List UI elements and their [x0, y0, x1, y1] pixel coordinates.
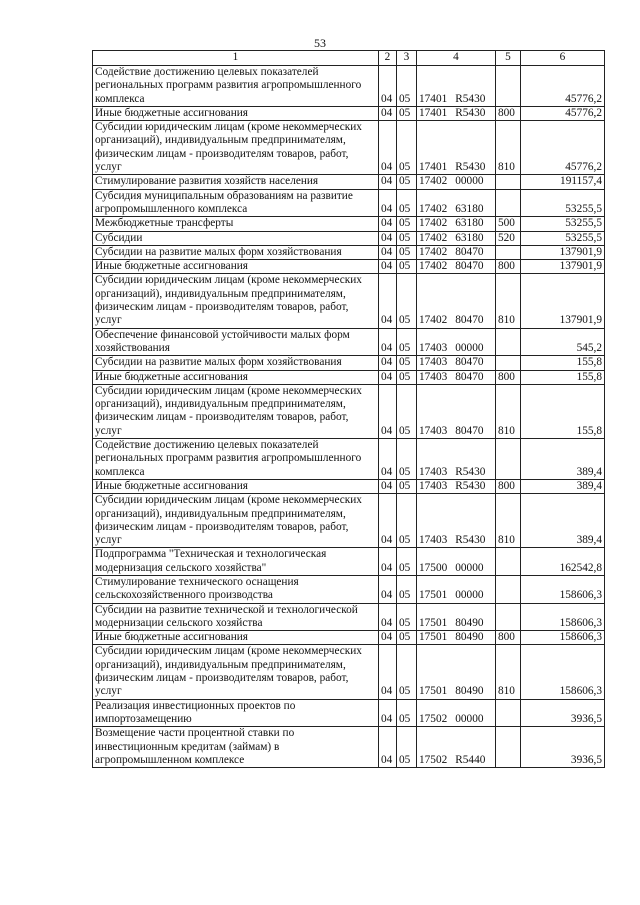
target-article-code-a: 17402: [419, 175, 448, 188]
target-article-code-b: R5440: [455, 753, 486, 766]
target-article-cell: [417, 66, 496, 107]
target-article-cell: [417, 384, 496, 438]
row-name-cell: Межбюджетные трансферты: [93, 217, 379, 231]
row-name-cell: Иные бюджетные ассигнования: [93, 260, 379, 274]
row-name-cell: Субсидии юридическим лицам (кроме некоммерческих организаций), индивидуальным предпринимателям, физическим лицам - производителям товаров, работ, услуг: [93, 121, 379, 175]
row-name-cell: Иные бюджетные ассигнования: [93, 106, 379, 120]
section-code-cell: 04: [379, 727, 397, 768]
row-name-cell: Субсидии юридическим лицам (кроме некоммерческих организаций), индивидуальным предпринимателям, физическим лицам - производителям товаров, работ, услуг: [93, 384, 379, 438]
target-article-code-a: 17501: [419, 616, 448, 629]
expense-type-cell: 800: [496, 106, 521, 120]
target-article-code-b: 63180: [455, 217, 484, 230]
expense-type-cell: 810: [496, 274, 521, 328]
subsection-code-cell: 05: [397, 494, 417, 548]
target-article-cell: [417, 175, 496, 189]
amount-cell: 158606,3: [521, 645, 605, 699]
amount-cell: 53255,5: [521, 189, 605, 217]
subsection-code-cell: 05: [397, 575, 417, 603]
subsection-code-cell: 05: [397, 274, 417, 328]
subsection-code-cell: 05: [397, 260, 417, 274]
subsection-code-cell: 05: [397, 356, 417, 370]
target-article-code-a: 17403: [419, 356, 448, 369]
amount-cell: 137901,9: [521, 260, 605, 274]
target-article-code-b: 80490: [455, 685, 484, 698]
column-header: 3: [397, 51, 417, 66]
row-name-cell: Реализация инвестиционных проектов по импортозамещению: [93, 699, 379, 727]
row-name-cell: Субсидии: [93, 231, 379, 245]
target-article-cell: [417, 231, 496, 245]
subsection-code-cell: 05: [397, 175, 417, 189]
target-article-cell: [417, 727, 496, 768]
expense-type-cell: [496, 548, 521, 576]
section-code-cell: 04: [379, 121, 397, 175]
target-article-cell: [417, 189, 496, 217]
amount-cell: 3936,5: [521, 727, 605, 768]
target-article-code-b: 80470: [455, 314, 484, 327]
row-name-cell: Возмещение части процентной ставки по инвестиционным кредитам (займам) в агропромышленном комплексе: [93, 727, 379, 768]
section-code-cell: 04: [379, 645, 397, 699]
table-row: [93, 548, 605, 576]
target-article-code-b: 80490: [455, 631, 484, 644]
target-article-code-a: 17401: [419, 92, 448, 105]
section-code-cell: 04: [379, 217, 397, 231]
target-article-code-b: 00000: [455, 712, 484, 725]
amount-cell: 45776,2: [521, 66, 605, 107]
amount-cell: 53255,5: [521, 231, 605, 245]
section-code-cell: 04: [379, 260, 397, 274]
table-row: [93, 274, 605, 328]
section-code-cell: 04: [379, 66, 397, 107]
section-code-cell: 04: [379, 631, 397, 645]
row-name-cell: Иные бюджетные ассигнования: [93, 631, 379, 645]
target-article-code-a: 17403: [419, 465, 448, 478]
subsection-code-cell: 05: [397, 439, 417, 480]
column-header: 5: [496, 51, 521, 66]
section-code-cell: 04: [379, 370, 397, 384]
table-row: [93, 645, 605, 699]
page-number: 53: [314, 36, 326, 50]
subsection-code-cell: 05: [397, 66, 417, 107]
subsection-code-cell: 05: [397, 231, 417, 245]
table-row: [93, 631, 605, 645]
target-article-cell: [417, 548, 496, 576]
target-article-code-a: 17402: [419, 202, 448, 215]
section-code-cell: 04: [379, 106, 397, 120]
subsection-code-cell: 05: [397, 548, 417, 576]
target-article-code-a: 17402: [419, 260, 448, 273]
section-code-cell: 04: [379, 274, 397, 328]
target-article-code-a: 17403: [419, 424, 448, 437]
expense-type-cell: 800: [496, 631, 521, 645]
section-code-cell: 04: [379, 384, 397, 438]
target-article-code-a: 17402: [419, 314, 448, 327]
row-name-cell: Иные бюджетные ассигнования: [93, 479, 379, 493]
target-article-cell: [417, 603, 496, 631]
amount-cell: 389,4: [521, 479, 605, 493]
amount-cell: 53255,5: [521, 217, 605, 231]
target-article-cell: [417, 439, 496, 480]
amount-cell: 158606,3: [521, 631, 605, 645]
section-code-cell: 04: [379, 548, 397, 576]
row-name-cell: Подпрограмма "Техническая и технологическая модернизация сельского хозяйства": [93, 548, 379, 576]
column-header: 6: [521, 51, 605, 66]
subsection-code-cell: 05: [397, 370, 417, 384]
target-article-cell: [417, 370, 496, 384]
expense-type-cell: 810: [496, 494, 521, 548]
target-article-code-a: 17403: [419, 341, 448, 354]
target-article-cell: [417, 356, 496, 370]
expense-type-cell: [496, 189, 521, 217]
section-code-cell: 04: [379, 575, 397, 603]
target-article-code-b: R5430: [455, 534, 486, 547]
row-name-cell: Субсидии на развитие технической и технологической модернизации сельского хозяйства: [93, 603, 379, 631]
table-header-row: [93, 51, 605, 66]
row-name-cell: Субсидия муниципальным образованиям на развитие агропромышленного комплекса: [93, 189, 379, 217]
section-code-cell: 04: [379, 189, 397, 217]
target-article-code-b: R5430: [455, 479, 486, 492]
target-article-cell: [417, 260, 496, 274]
amount-cell: 45776,2: [521, 106, 605, 120]
target-article-cell: [417, 631, 496, 645]
expense-type-cell: 810: [496, 121, 521, 175]
subsection-code-cell: 05: [397, 631, 417, 645]
expense-type-cell: [496, 727, 521, 768]
target-article-code-a: 17502: [419, 753, 448, 766]
expense-type-cell: 810: [496, 645, 521, 699]
target-article-cell: [417, 245, 496, 259]
amount-cell: 158606,3: [521, 603, 605, 631]
table-row: [93, 494, 605, 548]
table-row: [93, 121, 605, 175]
section-code-cell: 04: [379, 439, 397, 480]
row-name-cell: Субсидии юридическим лицам (кроме некоммерческих организаций), индивидуальным предпринимателям, физическим лицам - производителям товаров, работ, услуг: [93, 645, 379, 699]
column-header: 4: [417, 51, 496, 66]
amount-cell: 389,4: [521, 494, 605, 548]
subsection-code-cell: 05: [397, 384, 417, 438]
target-article-code-b: 80470: [455, 370, 484, 383]
budget-table: [92, 50, 605, 768]
section-code-cell: 04: [379, 494, 397, 548]
target-article-code-b: R5430: [455, 465, 486, 478]
target-article-code-a: 17502: [419, 712, 448, 725]
section-code-cell: 04: [379, 479, 397, 493]
target-article-code-a: 17402: [419, 217, 448, 230]
amount-cell: 137901,9: [521, 274, 605, 328]
target-article-code-b: 00000: [455, 341, 484, 354]
row-name-cell: Субсидии на развитие малых форм хозяйствования: [93, 356, 379, 370]
table-row: [93, 603, 605, 631]
target-article-cell: [417, 479, 496, 493]
target-article-cell: [417, 121, 496, 175]
table-row: [93, 727, 605, 768]
subsection-code-cell: 05: [397, 328, 417, 356]
target-article-cell: [417, 494, 496, 548]
amount-cell: 155,8: [521, 356, 605, 370]
section-code-cell: 04: [379, 603, 397, 631]
target-article-code-b: 80470: [455, 245, 484, 258]
expense-type-cell: [496, 328, 521, 356]
subsection-code-cell: 05: [397, 603, 417, 631]
target-article-code-a: 17501: [419, 589, 448, 602]
expense-type-cell: [496, 245, 521, 259]
section-code-cell: 04: [379, 356, 397, 370]
target-article-code-b: R5430: [455, 106, 486, 119]
amount-cell: 545,2: [521, 328, 605, 356]
target-article-cell: [417, 106, 496, 120]
row-name-cell: Содействие достижению целевых показателей региональных программ развития агропромышленного комплекса: [93, 439, 379, 480]
expense-type-cell: [496, 66, 521, 107]
table-row: [93, 217, 605, 231]
target-article-code-b: R5430: [455, 161, 486, 174]
table-row: [93, 106, 605, 120]
table-row: [93, 260, 605, 274]
target-article-cell: [417, 274, 496, 328]
section-code-cell: 04: [379, 175, 397, 189]
subsection-code-cell: 05: [397, 727, 417, 768]
section-code-cell: 04: [379, 245, 397, 259]
expense-type-cell: 810: [496, 384, 521, 438]
table-row: [93, 66, 605, 107]
target-article-code-b: R5430: [455, 92, 486, 105]
target-article-code-b: 63180: [455, 202, 484, 215]
expense-type-cell: [496, 603, 521, 631]
subsection-code-cell: 05: [397, 121, 417, 175]
target-article-code-a: 17402: [419, 245, 448, 258]
target-article-code-b: 00000: [455, 589, 484, 602]
target-article-code-b: 80470: [455, 424, 484, 437]
subsection-code-cell: 05: [397, 479, 417, 493]
expense-type-cell: 520: [496, 231, 521, 245]
section-code-cell: 04: [379, 231, 397, 245]
subsection-code-cell: 05: [397, 699, 417, 727]
column-header: 2: [379, 51, 397, 66]
expense-type-cell: 800: [496, 370, 521, 384]
table-row: [93, 189, 605, 217]
target-article-code-b: 80490: [455, 616, 484, 629]
expense-type-cell: [496, 175, 521, 189]
expense-type-cell: 800: [496, 260, 521, 274]
target-article-code-a: 17501: [419, 685, 448, 698]
amount-cell: 389,4: [521, 439, 605, 480]
section-code-cell: 04: [379, 699, 397, 727]
amount-cell: 45776,2: [521, 121, 605, 175]
target-article-code-b: 80470: [455, 260, 484, 273]
subsection-code-cell: 05: [397, 645, 417, 699]
expense-type-cell: [496, 439, 521, 480]
row-name-cell: Субсидии на развитие малых форм хозяйствования: [93, 245, 379, 259]
expense-type-cell: 500: [496, 217, 521, 231]
table-row: [93, 356, 605, 370]
row-name-cell: Иные бюджетные ассигнования: [93, 370, 379, 384]
subsection-code-cell: 05: [397, 189, 417, 217]
target-article-code-a: 17403: [419, 479, 448, 492]
amount-cell: 155,8: [521, 384, 605, 438]
table-row: [93, 439, 605, 480]
target-article-code-a: 17402: [419, 231, 448, 244]
target-article-cell: [417, 328, 496, 356]
amount-cell: 137901,9: [521, 245, 605, 259]
table-row: [93, 175, 605, 189]
table-row: [93, 245, 605, 259]
table-body: [93, 66, 605, 768]
subsection-code-cell: 05: [397, 217, 417, 231]
table-row: [93, 384, 605, 438]
table-row: [93, 370, 605, 384]
target-article-code-b: 00000: [455, 561, 484, 574]
row-name-cell: Стимулирование технического оснащения сельскохозяйственного производства: [93, 575, 379, 603]
target-article-code-b: 63180: [455, 231, 484, 244]
row-name-cell: Обеспечение финансовой устойчивости малых форм хозяйствования: [93, 328, 379, 356]
amount-cell: 158606,3: [521, 575, 605, 603]
target-article-cell: [417, 575, 496, 603]
subsection-code-cell: 05: [397, 245, 417, 259]
expense-type-cell: [496, 699, 521, 727]
column-header: 1: [93, 51, 379, 66]
table-row: [93, 328, 605, 356]
amount-cell: 155,8: [521, 370, 605, 384]
amount-cell: 162542,8: [521, 548, 605, 576]
amount-cell: 191157,4: [521, 175, 605, 189]
row-name-cell: Стимулирование развития хозяйств населения: [93, 175, 379, 189]
target-article-cell: [417, 217, 496, 231]
target-article-cell: [417, 645, 496, 699]
target-article-cell: [417, 699, 496, 727]
target-article-code-a: 17401: [419, 106, 448, 119]
row-name-cell: Субсидии юридическим лицам (кроме некоммерческих организаций), индивидуальным предпринимателям, физическим лицам - производителям товаров, работ, услуг: [93, 274, 379, 328]
target-article-code-b: 00000: [455, 175, 484, 188]
table-row: [93, 699, 605, 727]
table-row: [93, 575, 605, 603]
expense-type-cell: [496, 356, 521, 370]
amount-cell: 3936,5: [521, 699, 605, 727]
section-code-cell: 04: [379, 328, 397, 356]
target-article-code-a: 17501: [419, 631, 448, 644]
row-name-cell: Содействие достижению целевых показателей региональных программ развития агропромышленного комплекса: [93, 66, 379, 107]
table-row: [93, 479, 605, 493]
row-name-cell: Субсидии юридическим лицам (кроме некоммерческих организаций), индивидуальным предпринимателям, физическим лицам - производителям товаров, работ, услуг: [93, 494, 379, 548]
target-article-code-a: 17500: [419, 561, 448, 574]
target-article-code-b: 80470: [455, 356, 484, 369]
table-row: [93, 231, 605, 245]
expense-type-cell: [496, 575, 521, 603]
subsection-code-cell: 05: [397, 106, 417, 120]
target-article-code-a: 17401: [419, 161, 448, 174]
expense-type-cell: 800: [496, 479, 521, 493]
target-article-code-a: 17403: [419, 370, 448, 383]
target-article-code-a: 17403: [419, 534, 448, 547]
